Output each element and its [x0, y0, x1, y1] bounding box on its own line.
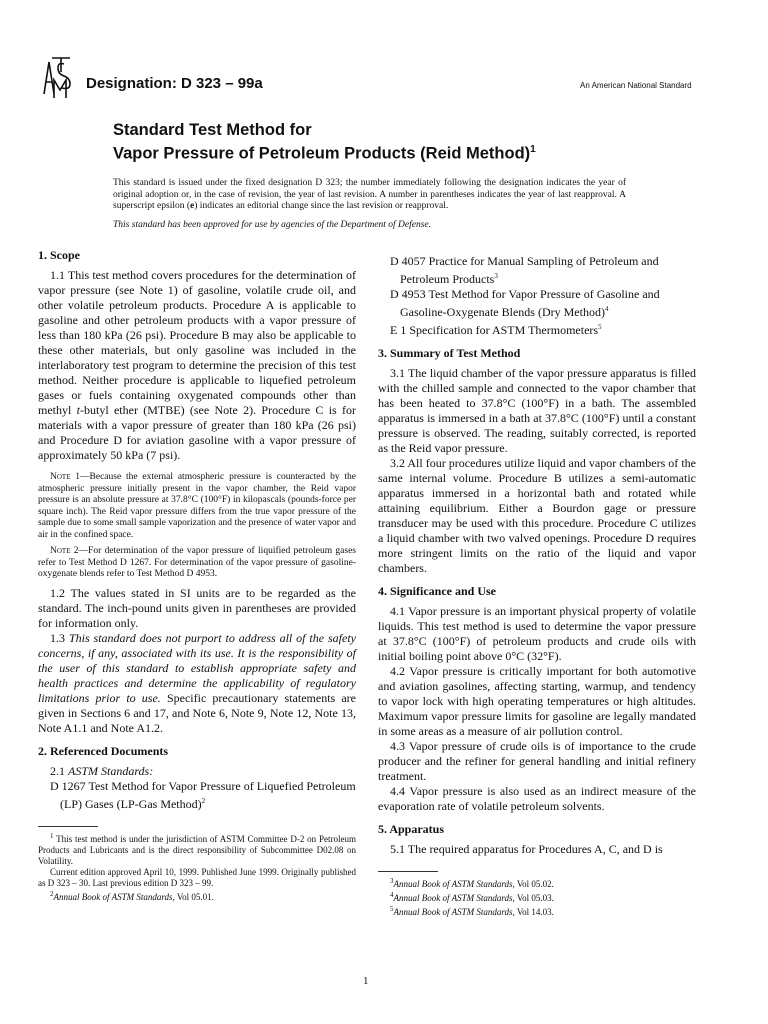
para-1-3 [38, 631, 356, 736]
footnote-5-italic: Annual Book of ASTM Standards [393, 907, 513, 917]
footnote-5-rest: , Vol 14.03. [512, 907, 554, 917]
para-1-3-rest: Specific precautionary statements are given in Sections 6 and 17, and Note 6, Note 9, Note 12, Note 13, Note A1.1 and Note A1.2. [38, 690, 357, 735]
ref-d4057 [378, 254, 696, 287]
summary-heading: 3. Summary of Test Method [378, 346, 521, 360]
para-4-4: 4.4 Vapor pressure is also used as an indirect measure of the evaporation rate of volatile petroleum solvents. [378, 784, 696, 813]
footnote-4-italic: Annual Book of ASTM Standards [393, 893, 513, 903]
american-national-standard: An American National Standard [580, 81, 692, 90]
note-2 [38, 546, 356, 581]
footnote-3-mark: 3 [390, 877, 394, 885]
para-2-1 [38, 764, 356, 779]
designation: Designation: D 323 – 99a [86, 75, 263, 92]
ref-e1-mark: 5 [598, 323, 602, 331]
preamble-text-b: ) indicates an editorial change since the last revision or reapproval. [194, 201, 449, 211]
right-column [378, 254, 696, 918]
preamble [113, 178, 626, 213]
para-3-1: 3.1 The liquid chamber of the vapor pressure apparatus is filled with the chilled sample and connected to the vapor chamber that has been heated to 37.8°C (100°F) in a bath. The assembled apparatus is immersed in a bath at 37.8°C (100°F) until a constant pressure is observed. The reading, suitably corrected, is reported as the Reid vapor pressure. [378, 366, 696, 455]
scope-heading: 1. Scope [38, 248, 80, 262]
footnote-1-b: Current edition approved April 10, 1999. Published June 1999. Originally published as D 323 – 30. Last previous edition D 323 – 99. [38, 866, 356, 888]
para-4-3: 4.3 Vapor pressure of crude oils is of importance to the crude producer and the refiner for general handling and initial refinery treatment. [378, 739, 696, 783]
astm-logo [40, 54, 76, 100]
para-4-2: 4.2 Vapor pressure is critically important for both automotive and aviation gasolines, affecting starting, warmup, and tendency to vapor lock with high operating temperatures or high altitudes. Maximum vapor pressure limits for gasoline are legally mandated in some areas as a measure of air pollution control. [378, 664, 696, 738]
footnote-rule-right [378, 871, 438, 872]
footnote-2-italic: Annual Book of ASTM Standards [53, 891, 173, 902]
note-2-text: 2—For determination of the vapor pressure of liquified petroleum gases refer to Test Method D 1267. For determination of the vapor pressure of gasoline-oxygenate blends refer to Test Method D 4953. [38, 546, 356, 579]
apparatus-heading: 5. Apparatus [378, 822, 445, 836]
footnote-1-text: This test method is under the jurisdiction of ASTM Committee D-2 on Petroleum Products and Lubricants and is the direct responsibility of Subcommittee D02.08 on Volatility. [38, 833, 356, 866]
ref-e1-text: E 1 Specification for ASTM Thermometers [390, 323, 599, 337]
footnote-4-rest: , Vol 05.03. [512, 893, 554, 903]
footnote-1-mark: 1 [50, 831, 54, 840]
ref-d4057-mark: 3 [494, 272, 498, 280]
ref-d4953-mark: 4 [604, 305, 609, 313]
note-2-label: Note [50, 546, 71, 556]
referenced-documents-heading: 2. Referenced Documents [38, 743, 169, 758]
footnote-3-rest: , Vol 05.02. [512, 879, 554, 889]
para-1-1-c: -butyl ether (MTBE) (see Note 2). Procedure C is for materials with a vapor pressure of greater than 180 kPa (26 psi) and Procedure D for aviation gasoline with a vapor pressure of approximately 50 kPa (7 psi). [38, 403, 356, 462]
note-1-label: Note [50, 472, 71, 482]
ref-d1267-text: D 1267 Test Method for Vapor Pressure of Liquefied Petroleum (LP) Gases (LP-Gas Method) [50, 778, 356, 811]
preamble-text-a: This standard is issued under the fixed designation D 323; the number immediately following the designation indicates the year of original adoption or, in the case of revision, the year of last revision. A number in parentheses indicates the year of last reapproval. A superscript epsilon ( [113, 178, 626, 211]
note-1 [38, 472, 356, 541]
document-title [113, 120, 673, 164]
footnote-4-mark: 4 [390, 891, 394, 899]
ref-d4953 [378, 287, 696, 320]
significance-heading: 4. Significance and Use [378, 584, 497, 598]
ref-d1267 [38, 779, 356, 812]
ref-d4057-text: D 4057 Practice for Manual Sampling of Petroleum and Petroleum Products [390, 254, 659, 286]
footnote-2-rest: , Vol 05.01. [172, 891, 214, 902]
footnote-5-mark: 5 [390, 905, 394, 913]
para-4-1: 4.1 Vapor pressure is an important physical property of volatile liquids. This test method is used to determine the vapor pressure at 37.8°C (100°F) of petroleum products and crude oils with initial boiling point above 0°C (32°F). [378, 604, 696, 663]
note-1-text: 1—Because the external atmospheric pressure is counteracted by the atmospheric pressure initially present in the vapor chamber, the Reid vapor pressure is an absolute pressure at 37.8°C (100°F) in kilopascals (pounds-force per square inch). The Reid vapor pressure differs from the true vapor pressure of the sample due to some small sample vaporization and the presence of water vapor and air in the confined space. [38, 472, 356, 540]
footnote-rule-left [38, 826, 98, 827]
left-column [38, 248, 356, 903]
dod-approval: This standard has been approved for use by agencies of the Department of Defense. [113, 220, 432, 230]
para-5-1: 5.1 The required apparatus for Procedures A, C, and D is [390, 842, 663, 856]
footnote-2 [38, 889, 356, 903]
footnote-1 [38, 831, 356, 867]
footnote-3 [378, 876, 696, 890]
para-2-1-num: 2.1 [50, 763, 68, 778]
para-3-2: 3.2 All four procedures utilize liquid and vapor chambers of the same internal volume. Procedure B utilizes a semi-automatic apparatus immersed in a horizontal bath and rotated while attaining equilibrium. Either a Bourdon gage or pressure transducer may be used with this procedure. Procedure C utilizes a liquid chamber with two valved openings. Procedure D requires more stringent limits on the ratio of the liquid and vapor chambers. [378, 456, 696, 575]
title-footnote-mark: 1 [530, 144, 536, 155]
para-1-2: 1.2 The values stated in SI units are to be regarded as the standard. The inch-pound units given in parentheses are provided for information only. [38, 585, 356, 630]
footnote-2-mark: 2 [50, 889, 54, 898]
astm-standards-label: ASTM Standards: [68, 763, 154, 778]
ref-d4953-text: D 4953 Test Method for Vapor Pressure of Gasoline and Gasoline-Oxygenate Blends (Dry Method) [390, 287, 660, 319]
ref-d1267-mark: 2 [201, 796, 206, 805]
para-1-1 [38, 268, 356, 463]
epsilon-symbol: e [190, 201, 195, 211]
para-1-1-a: 1.1 This test method covers procedures for the determination of vapor pressure (see Note 1) of gasoline, volatile crude oil, and other volatile petroleum products. Procedure A is applicable to gasoline and other petroleum products with a vapor pressure of less than 180 kPa (26 psi). Procedure B may also be applicable to these other materials, but only gasoline was included in the interlaboratory test program to determine the precision of this test method. Neither procedure is applicable to liquefied petroleum gases or fuels containing oxygenated compounds other than methyl [38, 268, 356, 417]
title-line-1: Standard Test Method for [113, 121, 312, 139]
footnote-3-italic: Annual Book of ASTM Standards [393, 879, 513, 889]
para-1-3-italic: This standard does not purport to address all of the safety concerns, if any, associated with its use. It is the responsibility of the user of this standard to establish appropriate safety and health practices and determine the applicability of regulatory limitations prior to use. [38, 630, 357, 705]
page-number: 1 [363, 975, 369, 987]
footnote-4 [378, 890, 696, 904]
para-1-3-num: 1.3 [50, 630, 69, 645]
footnote-5 [378, 904, 696, 918]
ref-e1 [378, 320, 696, 338]
title-line-2-text: Vapor Pressure of Petroleum Products (Reid Method) [113, 144, 531, 163]
para-1-1-b: t [76, 403, 80, 417]
title-line-2 [113, 140, 673, 164]
